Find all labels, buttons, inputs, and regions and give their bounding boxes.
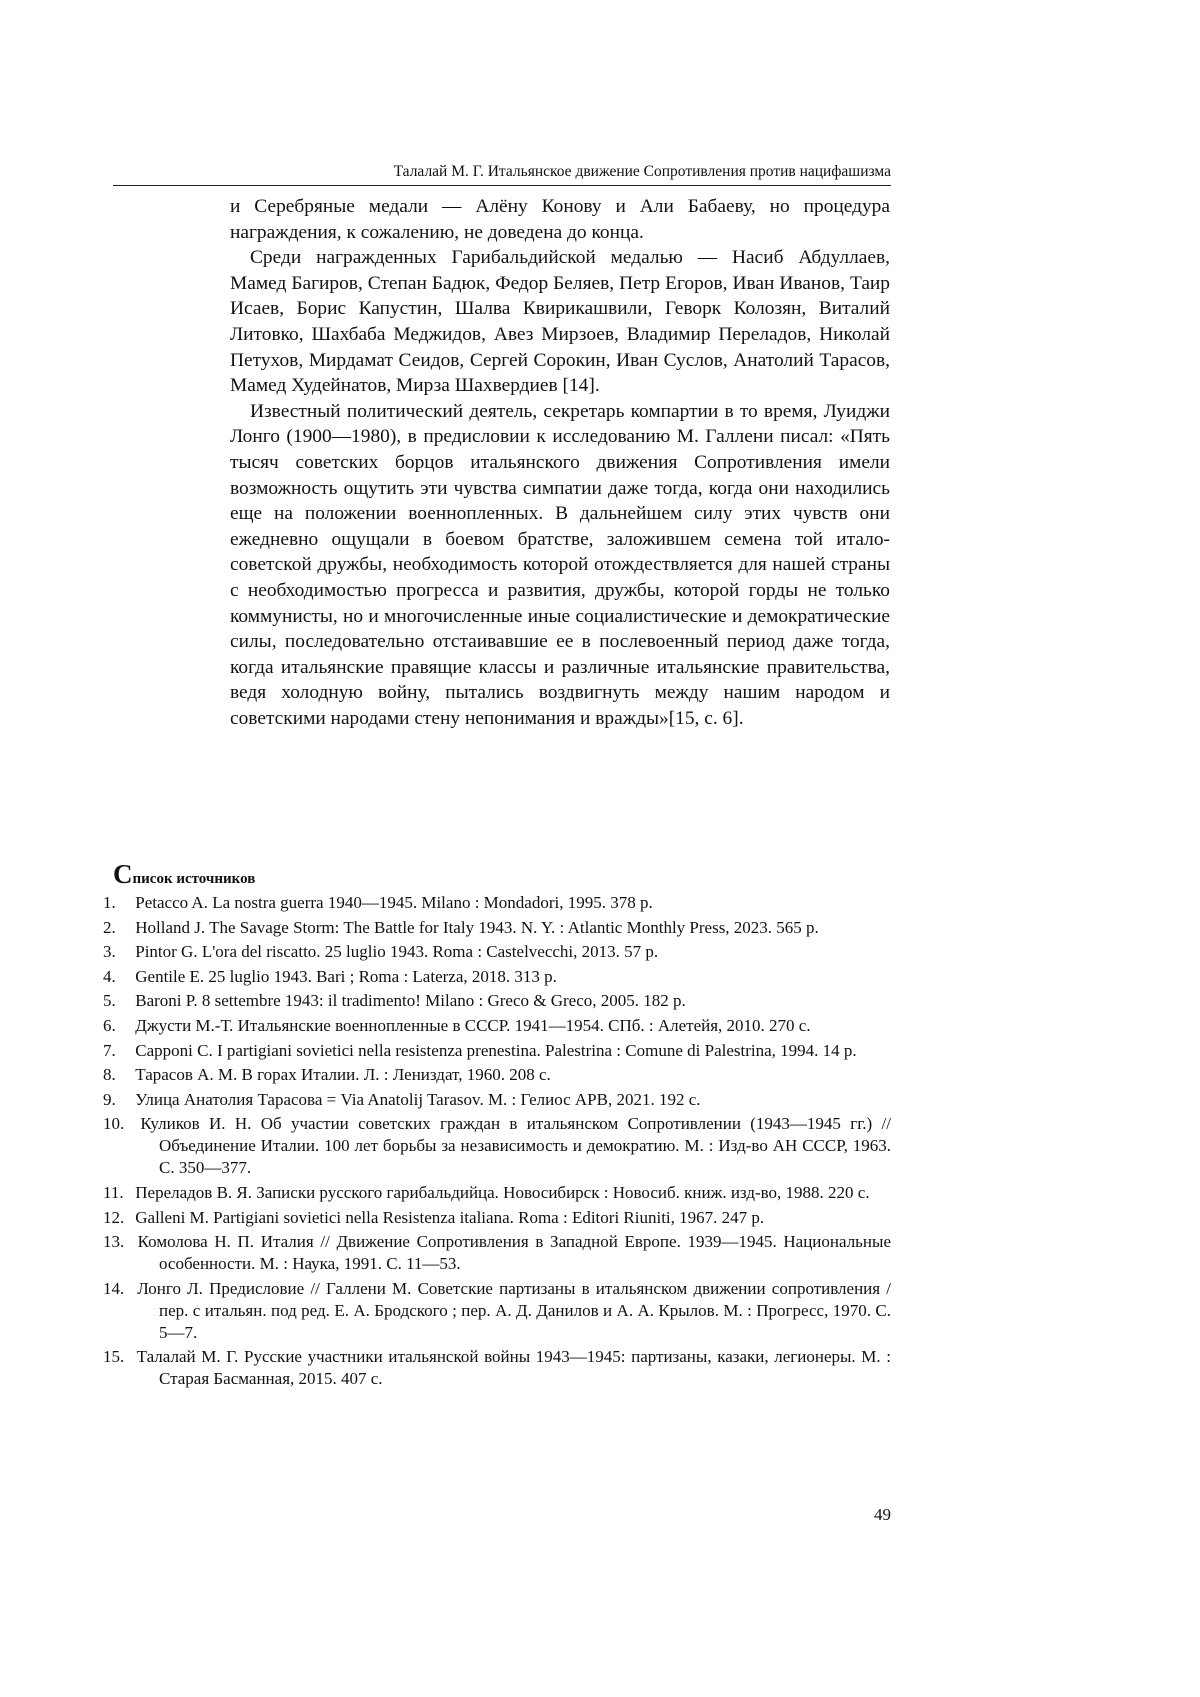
running-head: Талалай М. Г. Итальянское движение Сопротивления против нацифашизма xyxy=(113,161,891,186)
reference-text: Лонго Л. Предисловие // Галлени М. Советские партизаны в итальянском движении сопротивления / пер. с итальян. под ред. Е. А. Бродского ; пер. А. Д. Данилов и А. А. Крылов. М. : Прогресс, 1970. С. 5—7. xyxy=(137,1278,892,1342)
reference-item: 2. Holland J. The Savage Storm: The Battle for Italy 1943. N. Y. : Atlantic Monthly Press, 2023. 565 p. xyxy=(103,917,819,937)
reference-text: Gentile E. 25 luglio 1943. Bari ; Roma : Laterza, 2018. 313 p. xyxy=(135,966,557,986)
reference-text: Куликов И. Н. Об участии советских граждан в итальянском Сопротивлении (1943—1945 гг.) // Объединение Италии. 100 лет борьбы за независимость и демократию. М. : Изд-во АН СССР, 1963. С. 350—377. xyxy=(140,1114,891,1178)
reference-text: Джусти М.-Т. Итальянские военнопленные в СССР. 1941—1954. СПб. : Алетейя, 2010. 270 с. xyxy=(135,1015,811,1035)
paragraph: Среди награжденных Гарибальдийской медалью — Насиб Абдуллаев, Мамед Багиров, Степан Бадюк, Федор Беляев, Петр Егоров, Иван Иванов, Таир Исаев, Борис Капустин, Шалва Квирикашвили, Геворк Колозян, Виталий Литовко, Шахбаба Меджидов, Авез Мирзоев, Владимир Переладов, Николай Петухов, Мирдамат Сеидов, Сергей Сорокин, Иван Суслов, Анатолий Тарасов, Мамед Худейнатов, Мирза Шахвердиев [14]. xyxy=(230,247,890,397)
reference-item: 6. Джусти М.-Т. Итальянские военнопленные в СССР. 1941—1954. СПб. : Алетейя, 2010. 270 с. xyxy=(103,1015,811,1035)
reference-item: 1. Petacco A. La nostra guerra 1940—1945. Milano : Mondadori, 1995. 378 p. xyxy=(103,893,653,912)
paragraph: и Серебряные медали — Алёну Конову и Али Бабаеву, но процедура награждения, к сожалению, не доведена до конца. xyxy=(230,196,890,243)
reference-text: Переладов В. Я. Записки русского гарибальдийца. Новосибирск : Новосиб. книж. изд-во, 1988. 220 с. xyxy=(135,1182,870,1202)
reference-list xyxy=(103,892,892,1393)
reference-item: 10. Куликов И. Н. Об участии советских граждан в итальянском Сопротивлении (1943—1945 гг.) // Объединение Италии. 100 лет борьбы за независимость и демократию. М. : Изд-во АН СССР, 1963. С. 350—377. xyxy=(103,1114,891,1178)
reference-item: 12. Galleni M. Partigiani sovietici nella Resistenza italiana. Roma : Editori Riuniti, 1967. 247 p. xyxy=(103,1207,765,1227)
page-number: 49 xyxy=(874,1505,891,1524)
reference-item: 3. Pintor G. L'ora del riscatto. 25 luglio 1943. Roma : Castelvecchi, 2013. 57 p. xyxy=(103,942,659,962)
paragraph: Известный политический деятель, секретарь компартии в то время, Луиджи Лонго (1900—1980), в предисловии к исследованию М. Галлени писал: «Пять тысяч советских борцов итальянского движения Сопротивления имели возможность ощутить эти чувства симпатии даже тогда, когда они находились еще на положении военнопленных. В дальнейшем силу этих чувств они ежедневно ощущали в боевом братстве, заложившем семена той итало-советской дружбы, необходимость которой отождествляется для нашей страны с необходимостью прогресса и развития, дружбы, которой горды не только коммунисты, но и многочисленные иные социалистические и демократические силы, последовательно отстаивавшие ее в послевоенный период даже тогда, когда итальянские правящие классы и различные итальянские правительства, ведя холодную войну, пытались воздвигнуть между нашим народом и советскими народами стену непонимания и вражды»[15, с. 6]. xyxy=(230,400,890,729)
references-heading-initial: С xyxy=(113,859,133,889)
reference-item: 11. Переладов В. Я. Записки русского гарибальдийца. Новосибирск : Новосиб. книж. изд-во, 1988. 220 с. xyxy=(103,1182,870,1202)
reference-item: 4. Gentile E. 25 luglio 1943. Bari ; Roma : Laterza, 2018. 313 p. xyxy=(103,966,557,986)
reference-text: Комолова Н. П. Италия // Движение Сопротивления в Западной Европе. 1939—1945. Национальные особенности. М. : Наука, 1991. С. 11—53. xyxy=(137,1232,891,1274)
reference-text: Тарасов А. М. В горах Италии. Л. : Лениздат, 1960. 208 с. xyxy=(135,1065,551,1085)
reference-text: Galleni M. Partigiani sovietici nella Resistenza italiana. Roma : Editori Riuniti, 1967. 247 p. xyxy=(135,1207,765,1227)
reference-text: Улица Анатолия Тарасова = Via Anatolij Tarasov. М. : Гелиос АРВ, 2021. 192 с. xyxy=(135,1089,701,1109)
reference-item: 15. Талалай М. Г. Русские участники итальянской войны 1943—1945: партизаны, казаки, легионеры. М. : Старая Басманная, 2015. 407 с. xyxy=(103,1347,892,1389)
reference-item: 7. Capponi C. I partigiani sovietici nella resistenza prenestina. Palestrina : Comune di Palestrina, 1994. 14 p. xyxy=(103,1040,857,1060)
references-heading xyxy=(113,859,256,891)
reference-text: Талалай М. Г. Русские участники итальянской войны 1943—1945: партизаны, казаки, легионеры. М. : Старая Басманная, 2015. 407 с. xyxy=(136,1347,892,1389)
main-text xyxy=(230,194,890,731)
reference-item: 14. Лонго Л. Предисловие // Галлени М. Советские партизаны в итальянском движении сопротивления / пер. с итальян. под ред. Е. А. Бродского ; пер. А. Д. Данилов и А. А. Крылов. М. : Прогресс, 1970. С. 5—7. xyxy=(103,1278,892,1342)
reference-text: Holland J. The Savage Storm: The Battle for Italy 1943. N. Y. : Atlantic Monthly Press, 2023. 565 p. xyxy=(135,917,819,937)
reference-text: Baroni P. 8 settembre 1943: il tradimento! Milano : Greco & Greco, 2005. 182 p. xyxy=(135,991,686,1011)
reference-text: Capponi C. I partigiani sovietici nella resistenza prenestina. Palestrina : Comune di Palestrina, 1994. 14 p. xyxy=(135,1040,857,1060)
reference-item: 13. Комолова Н. П. Италия // Движение Сопротивления в Западной Европе. 1939—1945. Национальные особенности. М. : Наука, 1991. С. 11—53. xyxy=(103,1232,891,1274)
reference-item: 8. Тарасов А. М. В горах Италии. Л. : Лениздат, 1960. 208 с. xyxy=(103,1065,551,1085)
reference-item: 5. Baroni P. 8 settembre 1943: il tradimento! Milano : Greco & Greco, 2005. 182 p. xyxy=(103,991,686,1011)
reference-text: Petacco A. La nostra guerra 1940—1945. Milano : Mondadori, 1995. 378 p. xyxy=(135,893,653,912)
reference-item: 9. Улица Анатолия Тарасова = Via Anatolij Tarasov. М. : Гелиос АРВ, 2021. 192 с. xyxy=(103,1089,701,1109)
references-heading-text: писок источников xyxy=(132,871,256,887)
reference-text: Pintor G. L'ora del riscatto. 25 luglio 1943. Roma : Castelvecchi, 2013. 57 p. xyxy=(135,942,659,962)
